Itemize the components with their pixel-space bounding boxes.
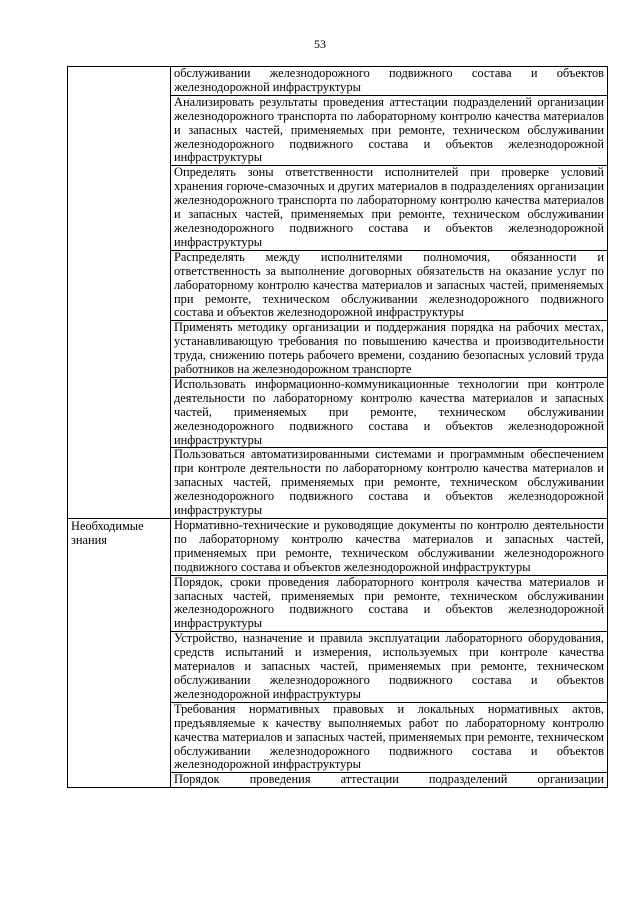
knowledge-item: Требования нормативных правовых и локальных нормативных актов, предъявляемые к качеству выполняемых работ по лабораторному контролю качества материалов и запасных частей, применяемых при ремонте, техническом обслуживании железнодорожного подвижного состава и объектов железнодорожной инфраструктуры (171, 702, 608, 773)
page-number: 53 (314, 37, 326, 51)
skill-item: Анализировать результаты проведения аттестации подразделений организации железнодорожного транспорта по лабораторному контролю качества материалов и запасных частей, применяемых при ремонте, техническом обслуживании железнодорожного подвижного состава и объектов железнодорожной инфраструктуры (171, 95, 608, 166)
skill-item: Применять методику организации и поддержания порядка на рабочих местах, устанавливающую требования по повышению качества и производительности труда, снижению потерь рабочего времени, созданию безопасных условий труда работников на железнодорожном транспорте (171, 321, 608, 378)
table-row (68, 519, 608, 576)
knowledge-item: Порядок, сроки проведения лабораторного контроля качества материалов и запасных частей, применяемых при ремонте, техническом обслуживании железнодорожного подвижного состава и объектов железнодорожной инфраструктуры (171, 575, 608, 632)
table-row (68, 67, 608, 96)
skill-item: Пользоваться автоматизированными системами и программным обеспечением при контроле деятельности по лабораторному контролю качества материалов и запасных частей, применяемых при ремонте, техническом обслуживании железнодорожного подвижного состава и объектов железнодорожной инфраструктуры (171, 448, 608, 519)
skill-item: обслуживании железнодорожного подвижного состава и объектов железнодорожной инфраструктуры (171, 67, 608, 96)
skill-item: Использовать информационно-коммуникационные технологии при контроле деятельности по лабораторному контролю качества материалов и запасных частей, применяемых при ремонте, техническом обслуживании железнодорожного подвижного состава и объектов железнодорожной инфраструктуры (171, 377, 608, 448)
skill-item: Определять зоны ответственности исполнителей при проверке условий хранения горюче-смазочных и других материалов в подразделениях организации железнодорожного транспорта по лабораторному контролю качества материалов и запасных частей, применяемых при ремонте, техническом обслуживании железнодорожного подвижного состава и объектов железнодорожной инфраструктуры (171, 166, 608, 250)
skills-label-cell (68, 67, 171, 519)
knowledge-item: Устройство, назначение и правила эксплуатации лабораторного оборудования, средств испытаний и измерения, используемых при контроле качества материалов и запасных частей, применяемых при ремонте, техническом обслуживании железнодорожного подвижного состава и объектов железнодорожной инфраструктуры (171, 632, 608, 703)
knowledge-label: Необходимые знания (68, 519, 171, 788)
requirements-table (67, 66, 608, 788)
knowledge-item: Нормативно-технические и руководящие документы по контролю деятельности по лабораторному контролю качества материалов и запасных частей, применяемых при ремонте, техническом обслуживании железнодорожного подвижного состава и объектов железнодорожной инфраструктуры (171, 519, 608, 576)
knowledge-item: Порядок проведения аттестации подразделений организации (171, 773, 608, 788)
skill-item: Распределять между исполнителями полномочия, обязанности и ответственность за выполнение договорных обязательств на оказание услуг по лабораторному контролю качества материалов и запасных частей, применяемых при ремонте, техническом обслуживании железнодорожного подвижного состава и объектов железнодорожной инфраструктуры (171, 250, 608, 321)
